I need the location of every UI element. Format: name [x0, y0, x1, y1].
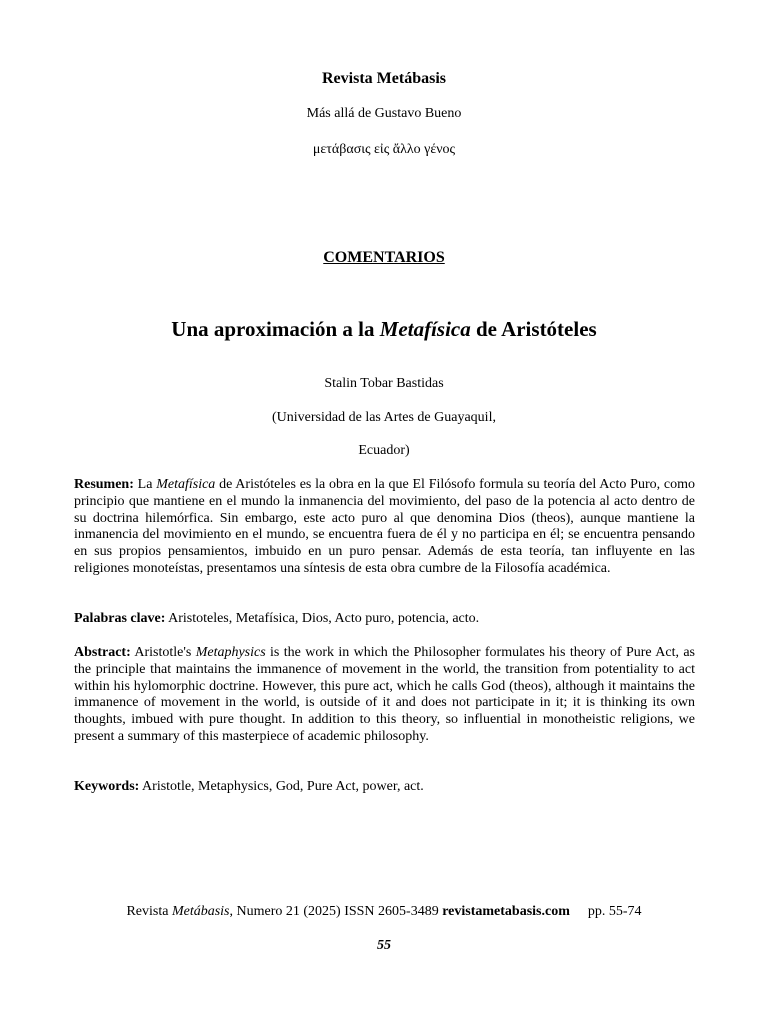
abstract-paragraph: [74, 645, 695, 746]
footer-italic: Metábasis: [171, 904, 230, 919]
title-part-2: de Aristóteles: [470, 317, 597, 341]
keywords-text: Aristotle, Metaphysics, God, Pure Act, power, act.: [139, 779, 424, 794]
author-name: Stalin Tobar Bastidas: [324, 376, 444, 391]
abstract-italic: Metaphysics: [195, 645, 266, 660]
keywords-paragraph: [74, 779, 695, 796]
palabras-clave-label: Palabras clave:: [74, 611, 166, 626]
title-italic: Metafísica: [379, 317, 471, 341]
resumen-label: Resumen:: [74, 477, 134, 492]
journal-title: Revista Metábasis: [322, 70, 446, 87]
author-affiliation-line-1: (Universidad de las Artes de Guayaquil,: [272, 410, 496, 425]
resumen-text-1: La: [133, 477, 157, 492]
footer-middle: , Numero 21 (2025) ISSN 2605-3489: [229, 904, 443, 919]
author-affiliation-line-2: Ecuador): [358, 443, 410, 458]
abstract-text-2: is the work in which the Philosopher formulates his theory of Pure Act, as the principle that maintains the immanence of movement in the world, the transition from potentiality to act within his hylomorphic doctrine. However, this pure act, which he calls God (theos), although it maintains the immanence of movement in the world, is outside of it and does not participate in it; it is thinking its own thoughts, imbued with pure thought. In addition to this theory, so influential in monotheistic religions, we present a summary of this masterpiece of academic philosophy.: [74, 645, 695, 744]
section-label: COMENTARIOS: [323, 249, 445, 266]
journal-subtitle: Más allá de Gustavo Bueno: [306, 106, 462, 121]
page-number: 55: [377, 938, 391, 953]
greek-motto: μετάβασις εἰς ἄλλο γένος: [312, 142, 456, 157]
footer-pages: pp. 55-74: [587, 904, 642, 919]
footer-website: revistametabasis.com: [442, 904, 570, 919]
resumen-paragraph: [74, 477, 695, 578]
abstract-text-1: Aristotle's: [130, 645, 196, 660]
abstract-label: Abstract:: [74, 645, 131, 660]
palabras-clave-text: Aristoteles, Metafísica, Dios, Acto puro, potencia, acto.: [165, 611, 480, 626]
title-part-1: Una aproximación a la: [171, 317, 380, 341]
article-title: [0, 317, 768, 342]
resumen-text-2: de Aristóteles es la obra en la que El Filósofo formula su teoría del Acto Puro, como principio que mantiene en el mundo la inmanencia del movimiento, del paso de la potencia al acto dentro de su doctrina hilemórfica. Sin embargo, este acto puro al que denomina Dios (theos), aunque mantiene la inmanencia del movimiento en el mundo, se encuentra fuera de él y no participa en él; se encuentra pensando en sus propios pensamientos, imbuido en un puro pensar. Además de esta teoría, tan influyente en las religiones monoteístas, presentamos una síntesis de esta obra cumbre de la Filosofía académica.: [74, 477, 696, 576]
resumen-italic: Metafísica: [156, 477, 216, 492]
page-footer: [0, 904, 768, 920]
footer-prefix: Revista: [126, 904, 172, 919]
keywords-label: Keywords:: [74, 779, 140, 794]
palabras-clave-paragraph: [74, 611, 695, 628]
